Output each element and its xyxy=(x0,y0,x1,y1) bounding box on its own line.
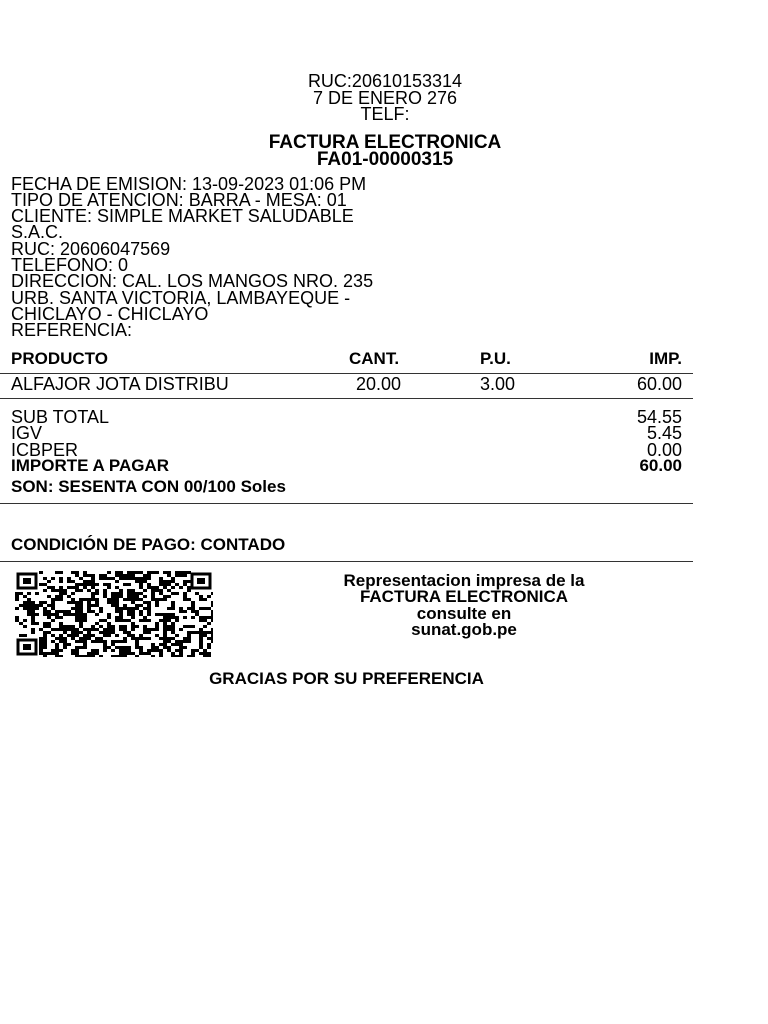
representation-line-4: sunat.gob.pe xyxy=(411,620,517,639)
thank-you-message: GRACIAS POR SU PREFERENCIA xyxy=(209,669,484,688)
col-header-amount: IMP. xyxy=(649,349,682,368)
divider-payment xyxy=(0,561,693,562)
representation-line-3: consulte en xyxy=(416,604,512,623)
representation-line-1: Representacion impresa de la xyxy=(343,571,585,590)
subtotal-label: SUB TOTAL xyxy=(11,407,110,427)
table-divider-bottom xyxy=(0,398,693,399)
client-name: CLIENTE: SIMPLE MARKET SALUDABLE xyxy=(11,206,354,226)
icbper-label: ICBPER xyxy=(11,440,79,460)
payment-condition: CONDICIÓN DE PAGO: CONTADO xyxy=(11,535,286,554)
icbper-value: 0.00 xyxy=(646,440,682,460)
document-number: FA01-00000315 xyxy=(316,149,454,170)
client-address-cont2: CHICLAYO - CHICLAYO xyxy=(11,304,209,324)
col-header-product: PRODUCTO xyxy=(11,349,108,368)
row-unit-price: 3.00 xyxy=(480,374,516,394)
issuer-ruc: RUC:20610153314 xyxy=(307,71,463,91)
issuer-phone: TELF: xyxy=(360,104,410,124)
client-phone: TELEFONO: 0 xyxy=(11,255,129,275)
divider-totals xyxy=(0,503,693,504)
subtotal-value: 54.55 xyxy=(636,407,682,427)
total-due-label: IMPORTE A PAGAR xyxy=(11,456,170,475)
row-amount: 60.00 xyxy=(636,374,682,394)
document-type: FACTURA ELECTRONICA xyxy=(268,132,502,153)
client-ruc: RUC: 20606047569 xyxy=(11,239,171,259)
qr-code xyxy=(15,571,213,657)
col-header-qty: CANT. xyxy=(349,349,400,368)
igv-value: 5.45 xyxy=(646,423,682,443)
amount-in-words: SON: SESENTA CON 00/100 Soles xyxy=(11,477,286,496)
row-qty: 20.00 xyxy=(356,374,402,394)
reference: REFERENCIA: xyxy=(11,320,133,340)
client-name-cont: S.A.C. xyxy=(11,222,64,242)
client-address-cont: URB. SANTA VICTORIA, LAMBAYEQUE - xyxy=(11,288,351,308)
client-address: DIRECCION: CAL. LOS MANGOS NRO. 235 xyxy=(11,271,374,291)
representation-line-2: FACTURA ELECTRONICA xyxy=(359,587,569,606)
service-type: TIPO DE ATENCION: BARRA - MESA: 01 xyxy=(11,190,347,210)
issue-date: FECHA DE EMISION: 13-09-2023 01:06 PM xyxy=(11,174,367,194)
issuer-address: 7 DE ENERO 276 xyxy=(312,88,458,108)
col-header-unit-price: P.U. xyxy=(480,349,511,368)
igv-label: IGV xyxy=(11,423,43,443)
row-product: ALFAJOR JOTA DISTRIBU xyxy=(11,374,229,394)
total-due-value: 60.00 xyxy=(639,456,682,475)
